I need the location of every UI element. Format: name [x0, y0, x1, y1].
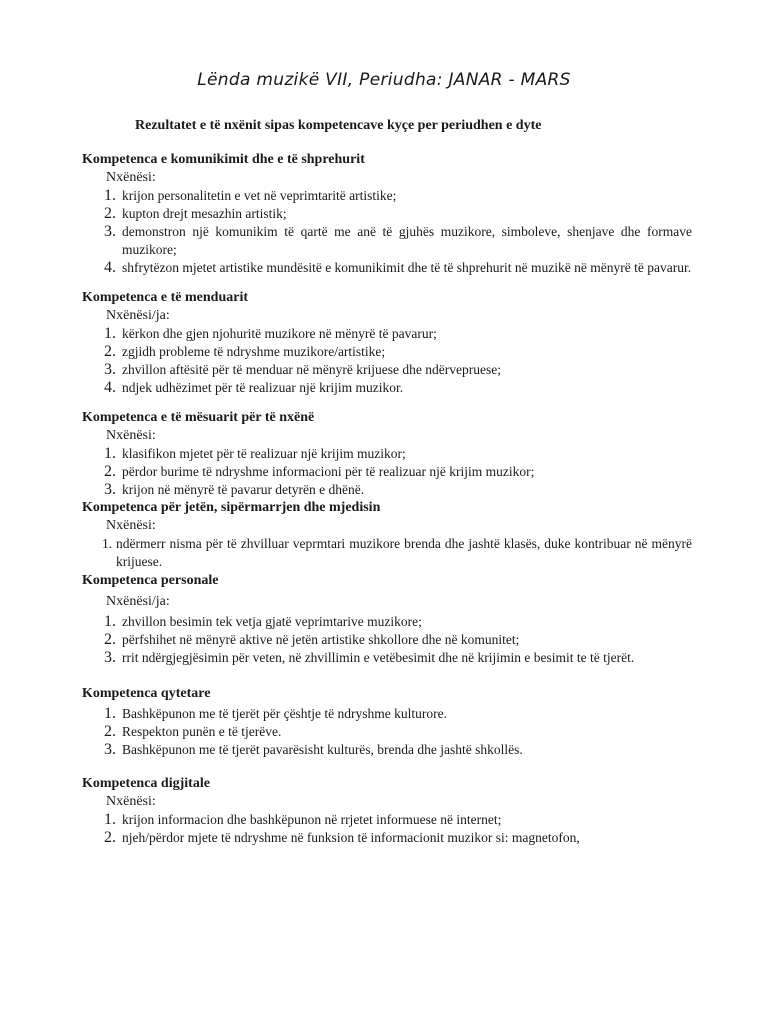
list-number: 2.	[104, 343, 116, 360]
section-heading: Kompetenca personale	[82, 573, 219, 588]
list-item	[82, 829, 692, 847]
outcome-list	[82, 187, 692, 277]
section-subject: Nxënësi:	[106, 794, 156, 809]
section-life-entrepreneurship	[82, 499, 692, 571]
list-item	[82, 361, 692, 379]
list-number: 1.	[102, 536, 113, 551]
list-item	[82, 705, 692, 723]
list-item	[82, 723, 692, 741]
list-item	[82, 259, 692, 277]
outcome-list	[82, 811, 692, 847]
section-thinking	[82, 289, 692, 397]
section-digital	[82, 775, 692, 847]
outcome-list	[82, 445, 692, 499]
list-item-text: Bashkëpunon me të tjerët pavarësisht kulturës, brenda dhe jashtë shkollës.	[122, 742, 523, 757]
list-number: 1.	[104, 325, 116, 342]
section-subject: Nxënësi/ja:	[106, 594, 170, 609]
list-number: 1.	[104, 811, 116, 828]
section-learning	[82, 409, 692, 499]
list-number: 3.	[104, 649, 116, 666]
list-number: 2.	[104, 463, 116, 480]
competence-sections	[82, 151, 692, 847]
list-item-text: përdor burime të ndryshme informacioni për të realizuar një krijim muzikor;	[122, 464, 535, 479]
list-number: 4.	[104, 379, 116, 396]
list-item	[82, 649, 692, 667]
list-number: 3.	[104, 223, 116, 240]
section-heading: Kompetenca për jetën, sipërmarrjen dhe mjedisin	[82, 500, 381, 515]
list-item-text: kupton drejt mesazhin artistik;	[122, 206, 287, 221]
list-item	[82, 463, 692, 481]
section-subject: Nxënësi/ja:	[106, 308, 170, 323]
section-civic	[82, 683, 692, 759]
list-number: 1.	[104, 187, 116, 204]
list-item	[82, 535, 692, 571]
list-number: 2.	[104, 205, 116, 222]
outcome-list	[82, 535, 692, 571]
list-item-text: shfrytëzon mjetet artistike mundësitë e komunikimit dhe të të shprehurit në muzikë në mënyrë të pavarur.	[122, 260, 692, 275]
list-item	[82, 445, 692, 463]
list-item	[82, 741, 692, 759]
list-number: 2.	[104, 723, 116, 740]
list-item	[82, 613, 692, 631]
list-item-text: zhvillon besimin tek vetja gjatë veprimtarive muzikore;	[122, 614, 422, 629]
section-heading: Kompetenca e të mësuarit për të nxënë	[82, 410, 315, 425]
list-item-text: Bashkëpunon me të tjerët për çështje të ndryshme kulturore.	[122, 706, 448, 721]
list-item-text: njeh/përdor mjete të ndryshme në funksion të informacionit muzikor si: magnetofon,	[122, 830, 580, 845]
list-item	[82, 187, 692, 205]
section-personal	[82, 571, 692, 667]
list-number: 3.	[104, 361, 116, 378]
list-item-text: zhvillon aftësitë për të menduar në mënyrë krijuese dhe ndërvepruese;	[122, 362, 501, 377]
list-number: 2.	[104, 631, 116, 648]
list-item	[82, 325, 692, 343]
list-item-text: ndërmerr nisma për të zhvilluar veprmtari muzikore brenda dhe jashtë klasës, duke kontribuar në mënyrë krijuese.	[116, 536, 692, 569]
section-subject: Nxënësi:	[106, 170, 156, 185]
list-item-text: kërkon dhe gjen njohuritë muzikore në mënyrë të pavarur;	[122, 326, 437, 341]
list-item-text: përfshihet në mënyrë aktive në jetën artistike shkollore dhe në komunitet;	[122, 632, 520, 647]
list-item	[82, 379, 692, 397]
list-item-text: krijon në mënyrë të pavarur detyrën e dhënë.	[122, 482, 365, 497]
list-item	[82, 343, 692, 361]
section-heading: Kompetenca e të menduarit	[82, 290, 249, 305]
section-subject: Nxënësi:	[106, 518, 156, 533]
list-item-text: zgjidh probleme të ndryshme muzikore/artistike;	[122, 344, 386, 359]
section-communication	[82, 151, 692, 277]
outcome-list	[82, 613, 692, 667]
section-heading: Kompetenca e komunikimit dhe e të shprehurit	[82, 152, 365, 167]
list-item-text: krijon personalitetin e vet në veprimtaritë artistike;	[122, 188, 397, 203]
page-subtitle: Rezultatet e të nxënit sipas kompetencave kyçe per periudhen e dyte	[135, 118, 542, 133]
list-item	[82, 811, 692, 829]
list-number: 2.	[104, 829, 116, 846]
page-title: Lënda muzikë VII, Periudha: JANAR - MARS	[197, 70, 571, 90]
section-heading: Kompetenca qytetare	[82, 686, 211, 701]
list-item	[82, 223, 692, 259]
list-number: 1.	[104, 705, 116, 722]
list-item-text: klasifikon mjetet për të realizuar një krijim muzikor;	[122, 446, 406, 461]
section-subject: Nxënësi:	[106, 428, 156, 443]
section-heading: Kompetenca digjitale	[82, 776, 210, 791]
list-number: 4.	[104, 259, 116, 276]
list-item	[82, 631, 692, 649]
list-number: 3.	[104, 741, 116, 758]
list-item-text: krijon informacion dhe bashkëpunon në rrjetet informuese në internet;	[122, 812, 502, 827]
list-item-text: demonstron një komunikim të qartë me anë të gjuhës muzikore, simboleve, shenjave dhe formave muzikore;	[122, 224, 692, 257]
list-item-text: Respekton punën e të tjerëve.	[122, 724, 282, 739]
list-item	[82, 205, 692, 223]
list-number: 3.	[104, 481, 116, 498]
list-item-text: rrit ndërgjegjësimin për veten, në zhvillimin e vetëbesimit dhe në krijimin e besimit te të tjerët.	[122, 650, 635, 665]
outcome-list	[82, 705, 692, 759]
list-number: 1.	[104, 613, 116, 630]
list-number: 1.	[104, 445, 116, 462]
list-item	[82, 481, 692, 499]
outcome-list	[82, 325, 692, 397]
list-item-text: ndjek udhëzimet për të realizuar një krijim muzikor.	[122, 380, 404, 395]
